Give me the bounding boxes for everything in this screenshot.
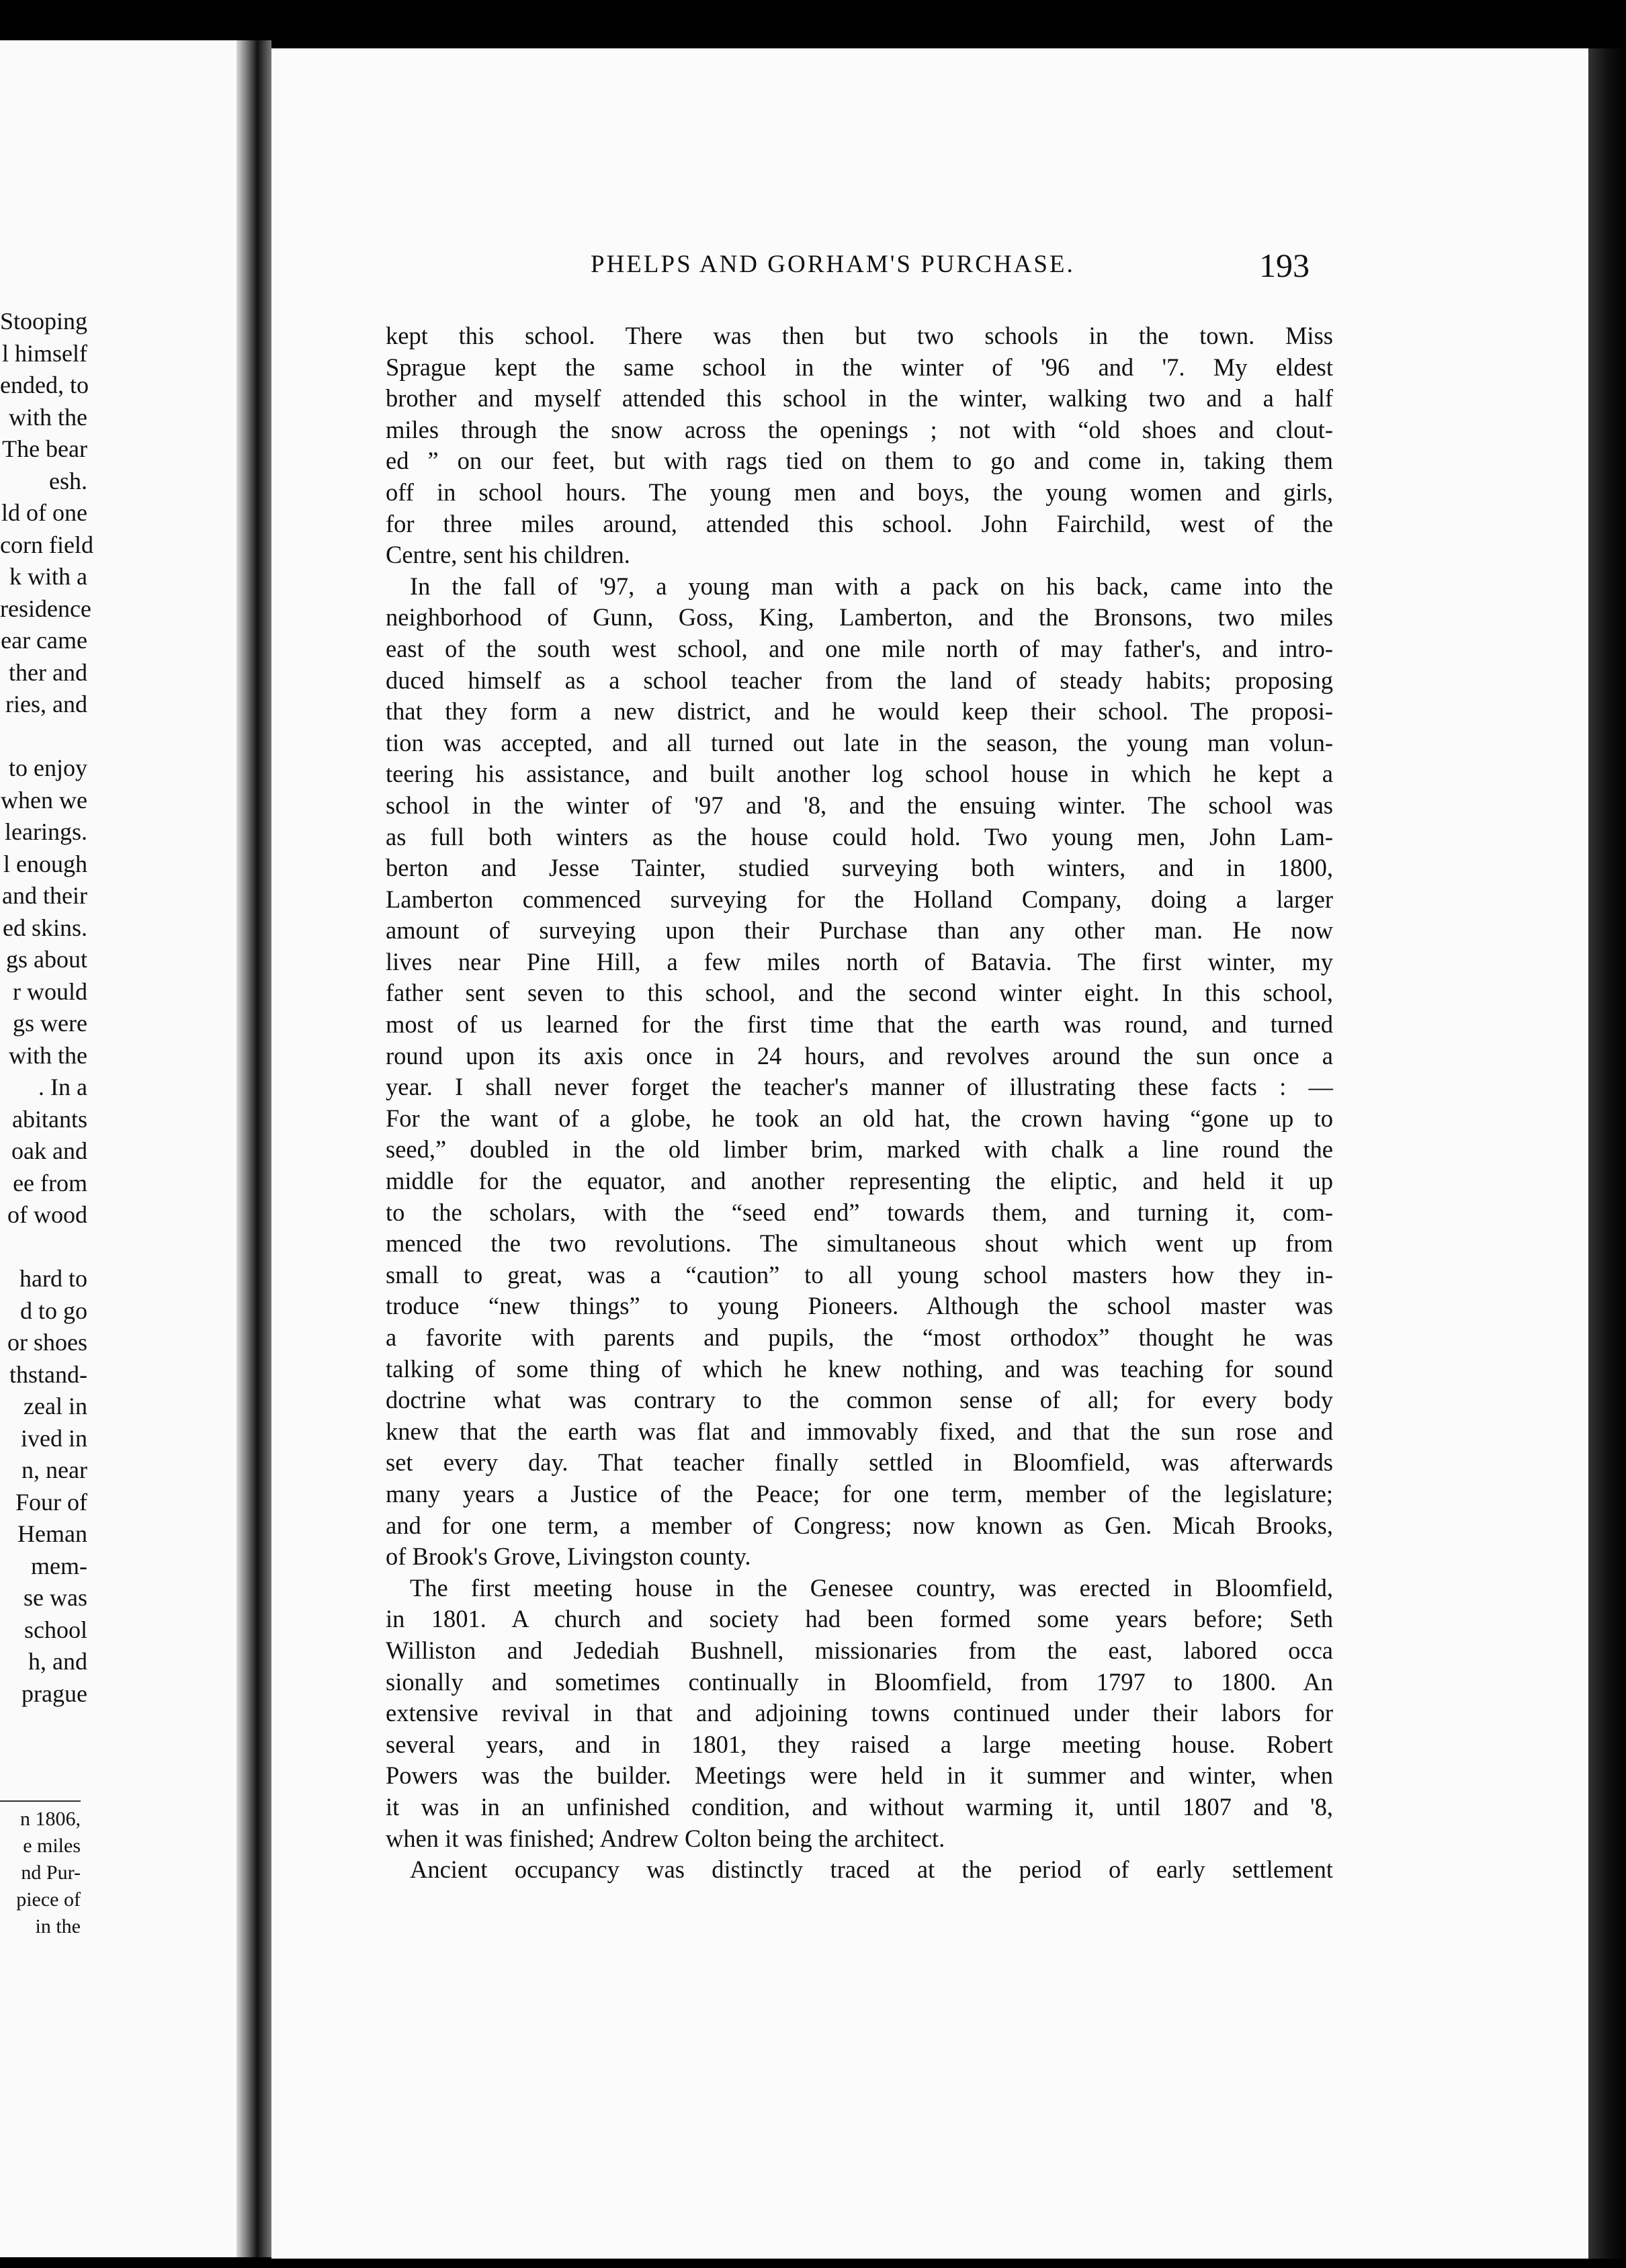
previous-page-line: ear came [1,627,87,654]
previous-page-line: hard to [19,1265,87,1292]
previous-page-line: of wood [7,1201,87,1228]
text-line: amount of surveying upon their Purchase than any other man. He now [386,916,1333,945]
previous-page-line: with the [9,403,87,431]
text-line: most of us learned for the first time that the earth was round, and turned [386,1010,1333,1039]
text-line: Centre, sent his children. [386,541,630,569]
text-line: seed,” doubled in the old limber brim, marked with chalk a line round the [386,1135,1333,1164]
previous-page-line: . In a [38,1074,87,1100]
text-line: a favorite with parents and pupils, the “most orthodox” thought he was [386,1323,1333,1351]
text-line: in 1801. A church and society had been formed some years before; Seth [386,1605,1333,1633]
text-line: knew that the earth was flat and immovably fixed, and that the sun rose and [386,1417,1333,1445]
previous-page-line: l himself [2,339,87,367]
previous-page-line: Stooping [0,308,88,335]
previous-page-line: ived in [21,1424,87,1452]
text-line: neighborhood of Gunn, Goss, King, Lamberton, and the Bronsons, two miles [386,603,1333,631]
page-edge [1588,48,1626,2259]
text-line: Ancient occupancy was distinctly traced at the period of early settlement [410,1856,1333,1884]
previous-page-line: corn field [0,531,93,558]
previous-page-line: esh. [49,467,87,494]
text-line: Williston and Jedediah Bushnell, missionaries from the east, labored occa [386,1636,1333,1664]
text-line: troduce “new things” to young Pioneers. Although the school master was [386,1292,1333,1320]
previous-page-line: se was [24,1584,87,1611]
text-line: school in the winter of '97 and '8, and the ensuing winter. The school was [386,791,1333,819]
text-line: many years a Justice of the Peace; for one term, member of the legislature; [386,1479,1333,1508]
text-line: off in school hours. The young men and boys, the young women and girls, [386,478,1333,506]
text-line: kept this school. There was then but two schools in the town. Miss [386,322,1333,349]
text-line: to the scholars, with the “seed end” towards them, and turning it, com- [386,1198,1333,1226]
text-line: duced himself as a school teacher from the land of steady habits; proposing [386,666,1333,694]
previous-page-line: oak and [11,1137,87,1164]
text-line: sionally and sometimes continually in Bloomfield, from 1797 to 1800. An [386,1667,1333,1696]
previous-page-line: The bear [2,435,87,462]
previous-page-footnote-line: nd Pur- [21,1862,81,1884]
previous-page-line: with the [9,1041,87,1069]
text-line: In the fall of '97, a young man with a pack on his back, came into the [410,572,1333,600]
previous-page-line: ended, to [0,372,89,398]
previous-page-footnote-line: e miles [23,1835,81,1857]
previous-page-line: ee from [13,1169,87,1196]
previous-page-line: Heman [17,1520,87,1547]
previous-page-line: n, near [22,1456,87,1483]
text-line: small to great, was a “caution” to all young school masters how they in- [386,1260,1333,1289]
previous-page-line [0,1231,87,1264]
text-line: year. I shall never forget the teacher's manner of illustrating these facts : — [386,1073,1333,1101]
previous-page-line: mem- [31,1552,87,1579]
previous-page-line: school [24,1616,87,1643]
text-line: ed ” on our feet, but with rags tied on them to go and come in, taking them [386,447,1333,475]
previous-page-line: learings. [5,818,87,845]
text-line: The first meeting house in the Genesee country, was erected in Bloomfield, [410,1573,1333,1602]
previous-page-line: Four of [15,1488,87,1516]
text-line: Lamberton commenced surveying for the Holland Company, doing a larger [386,885,1333,913]
previous-page-line: and their [2,882,87,909]
page [271,48,1588,2259]
previous-page-line: gs were [13,1010,87,1037]
previous-page-line: thstand- [9,1360,87,1388]
previous-page-footnote [0,1800,81,1940]
book-gutter [237,40,271,2257]
text-line: it was in an unfinished condition, and without warming it, until 1807 and '8, [386,1792,1333,1821]
text-line: when it was finished; Andrew Colton being the architect. [386,1824,945,1852]
previous-page-line: zeal in [24,1393,87,1420]
previous-page-line: to enjoy [9,754,87,781]
text-line: berton and Jesse Tainter, studied surveying both winters, and in 1800, [386,854,1333,882]
text-line: tion was accepted, and all turned out late in the season, the young man volun- [386,728,1333,756]
text-line: middle for the equator, and another representing the eliptic, and held it up [386,1167,1333,1195]
text-line: east of the south west school, and one mile north of may father's, and intro- [386,634,1333,662]
previous-page-line: gs about [6,946,87,973]
previous-page-line: or shoes [7,1329,87,1356]
text-line: that they form a new district, and he would keep their school. The proposi- [386,697,1333,726]
text-line: set every day. That teacher finally settled in Bloomfield, was afterwards [386,1448,1333,1477]
text-line: Powers was the builder. Meetings were held in it summer and winter, when [386,1761,1333,1790]
page-number: 193 [1259,247,1310,284]
previous-page-line: k with a [9,563,87,590]
previous-page-fragment [0,40,259,2257]
text-line: For the want of a globe, he took an old hat, the crown having “gone up to [386,1104,1333,1132]
running-head [271,247,1588,290]
previous-page-line: prague [22,1680,87,1707]
previous-page-line: ld of one [1,499,87,526]
previous-page-text [0,306,93,1710]
previous-page-line: residence [0,595,91,622]
previous-page-line: l enough [3,850,87,877]
text-line: brother and myself attended this school in the winter, walking two and a half [386,384,1333,412]
running-title: PHELPS AND GORHAM'S PURCHASE. [591,251,1075,278]
text-line: talking of some thing of which he knew nothing, and was teaching for sound [386,1354,1333,1383]
previous-page-line: abitants [12,1105,87,1133]
text-line: and for one term, a member of Congress; now known as Gen. Micah Brooks, [386,1511,1333,1539]
text-line: teering his assistance, and built another log school house in which he kept a [386,760,1333,788]
text-line: Sprague kept the same school in the winter of '96 and '7. My eldest [386,353,1333,381]
previous-page-line [0,721,87,753]
previous-page-footnote-line: in the [35,1915,81,1937]
text-line: extensive revival in that and adjoining towns continued under their labors for [386,1699,1333,1727]
previous-page-line: d to go [19,1297,87,1324]
previous-page-line: when we [1,786,87,814]
previous-page-line: ed skins. [3,914,87,941]
body-text [386,320,1588,1886]
text-line: menced the two revolutions. The simultaneous shout which went up from [386,1229,1333,1258]
text-line: several years, and in 1801, they raised a large meeting house. Robert [386,1730,1333,1758]
text-line: as full both winters as the house could hold. Two young men, John Lam- [386,822,1333,850]
text-line: for three miles around, attended this school. John Fairchild, west of the [386,509,1333,537]
previous-page-line: h, and [28,1648,87,1675]
text-line: of Brook's Grove, Livingston county. [386,1542,751,1571]
text-line: doctrine what was contrary to the common sense of all; for every body [386,1386,1333,1414]
text-line: father sent seven to this school, and the second winter eight. In this school, [386,979,1333,1007]
text-line: round upon its axis once in 24 hours, and revolves around the sun once a [386,1041,1333,1070]
text-line: lives near Pine Hill, a few miles north of Batavia. The first winter, my [386,947,1333,975]
previous-page-footnote-line: piece of [16,1888,81,1911]
previous-page-footnote-line: n 1806, [20,1808,81,1830]
previous-page-line: ries, and [5,691,87,717]
previous-page-line: ther and [9,658,87,686]
text-line: miles through the snow across the openings ; not with “old shoes and clout- [386,415,1333,443]
previous-page-line: r would [13,977,87,1005]
